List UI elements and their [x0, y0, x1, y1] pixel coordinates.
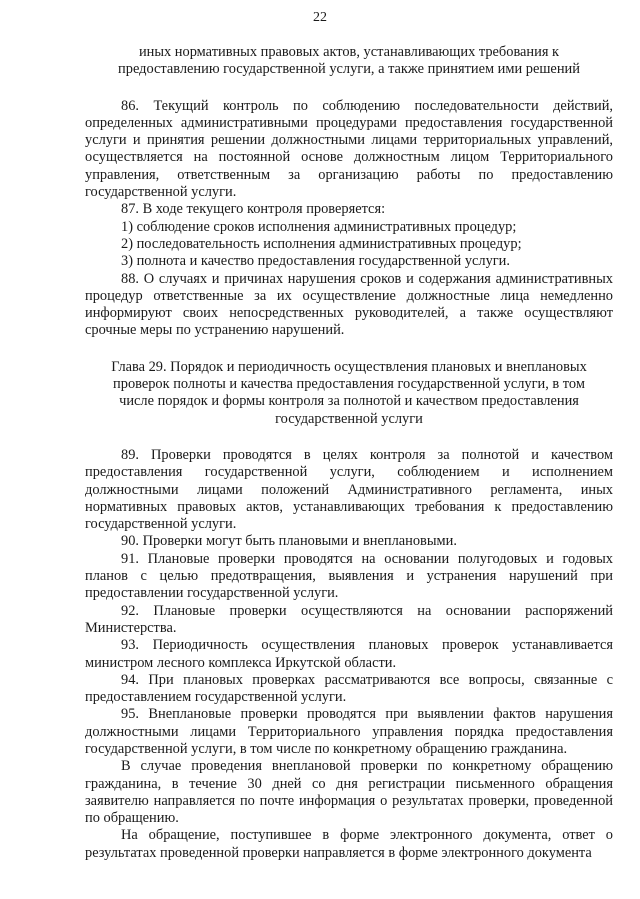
- list-item-2: 2) последовательность исполнения административных процедур;: [121, 235, 522, 252]
- chapter-heading: [85, 359, 613, 428]
- paragraph-89: 89. Проверки проводятся в целях контроля за полнотой и качеством предоставления государственной услуги, соблюдением и исполнением должностными лицами положений Административного регламента, иных нормативных правовых актов, устанавливающих требования к предоставлению государственной услуги.: [85, 446, 613, 533]
- paragraph-92: 92. Плановые проверки осуществляются на основании распоряжений Министерства.: [85, 602, 613, 636]
- chapter-heading-line: государственной услуги: [275, 410, 423, 427]
- paragraph-93: 93. Периодичность осуществления плановых проверок устанавливается министром лесного комплекса Иркутской области.: [85, 637, 613, 671]
- chapter-heading-line: проверок полноты и качества предоставления государственной услуги, в том: [113, 376, 585, 393]
- page-number: 22: [313, 10, 327, 25]
- continued-heading-line-2: предоставлению государственной услуги, а также принятием ими решений: [118, 61, 580, 78]
- paragraph-87: 87. В ходе текущего контроля проверяется:: [121, 201, 386, 218]
- paragraph-unplanned-check: В случае проведения внеплановой проверки по конкретному обращению гражданина, в течение 30 дней со дня регистрации письменного обращения заявителю направляется по почте информация о результатах проверки, проведенной по обращению.: [85, 758, 613, 827]
- paragraph-94: 94. При плановых проверках рассматриваются все вопросы, связанные с предоставлением государственной услуги.: [85, 671, 613, 706]
- paragraph-91: 91. Плановые проверки проводятся на основании полугодовых и годовых планов с целью предотвращения, выявления и устранения нарушений при предоставлении государственной услуги.: [85, 550, 613, 602]
- page-content: [85, 44, 613, 862]
- list-item-3: 3) полнота и качество предоставления государственной услуги.: [121, 253, 510, 270]
- chapter-heading-line: Глава 29. Порядок и периодичность осуществления плановых и внеплановых: [111, 358, 587, 375]
- chapter-heading-line: числе порядок и формы контроля за полнотой и качеством предоставления: [119, 393, 579, 410]
- paragraph-electronic-response: На обращение, поступившее в форме электронного документа, ответ о результатах проведенной проверки направляется в форме электронного документа: [85, 827, 613, 861]
- continued-heading-line-1: иных нормативных правовых актов, устанавливающих требования к: [138, 44, 560, 60]
- paragraph-90: 90. Проверки могут быть плановыми и внеплановыми.: [121, 533, 457, 550]
- list-item-1: 1) соблюдение сроков исполнения административных процедур;: [121, 218, 517, 235]
- paragraph-86: 86. Текущий контроль по соблюдению последовательности действий, определенных административными процедурами предоставления государственной услуги и принятия решении должностными лицами территориальных управлений, осуществляется на постоянной основе должностным лицом Территориального управления, ответственным за организацию работы по предоставлению государственной услуги.: [85, 97, 613, 201]
- paragraph-95: 95. Внеплановые проверки проводятся при выявлении фактов нарушения должностными лицами Территориального управления порядка предоставления государственной услуги, в том числе по конкретному обращению гражданина.: [85, 706, 613, 757]
- paragraph-88: 88. О случаях и причинах нарушения сроков и содержания административных процедур ответственные за их осуществление должностные лица немедленно информируют своих непосредственных руководителей, а также осуществляют срочные меры по устранению нарушений.: [85, 270, 613, 339]
